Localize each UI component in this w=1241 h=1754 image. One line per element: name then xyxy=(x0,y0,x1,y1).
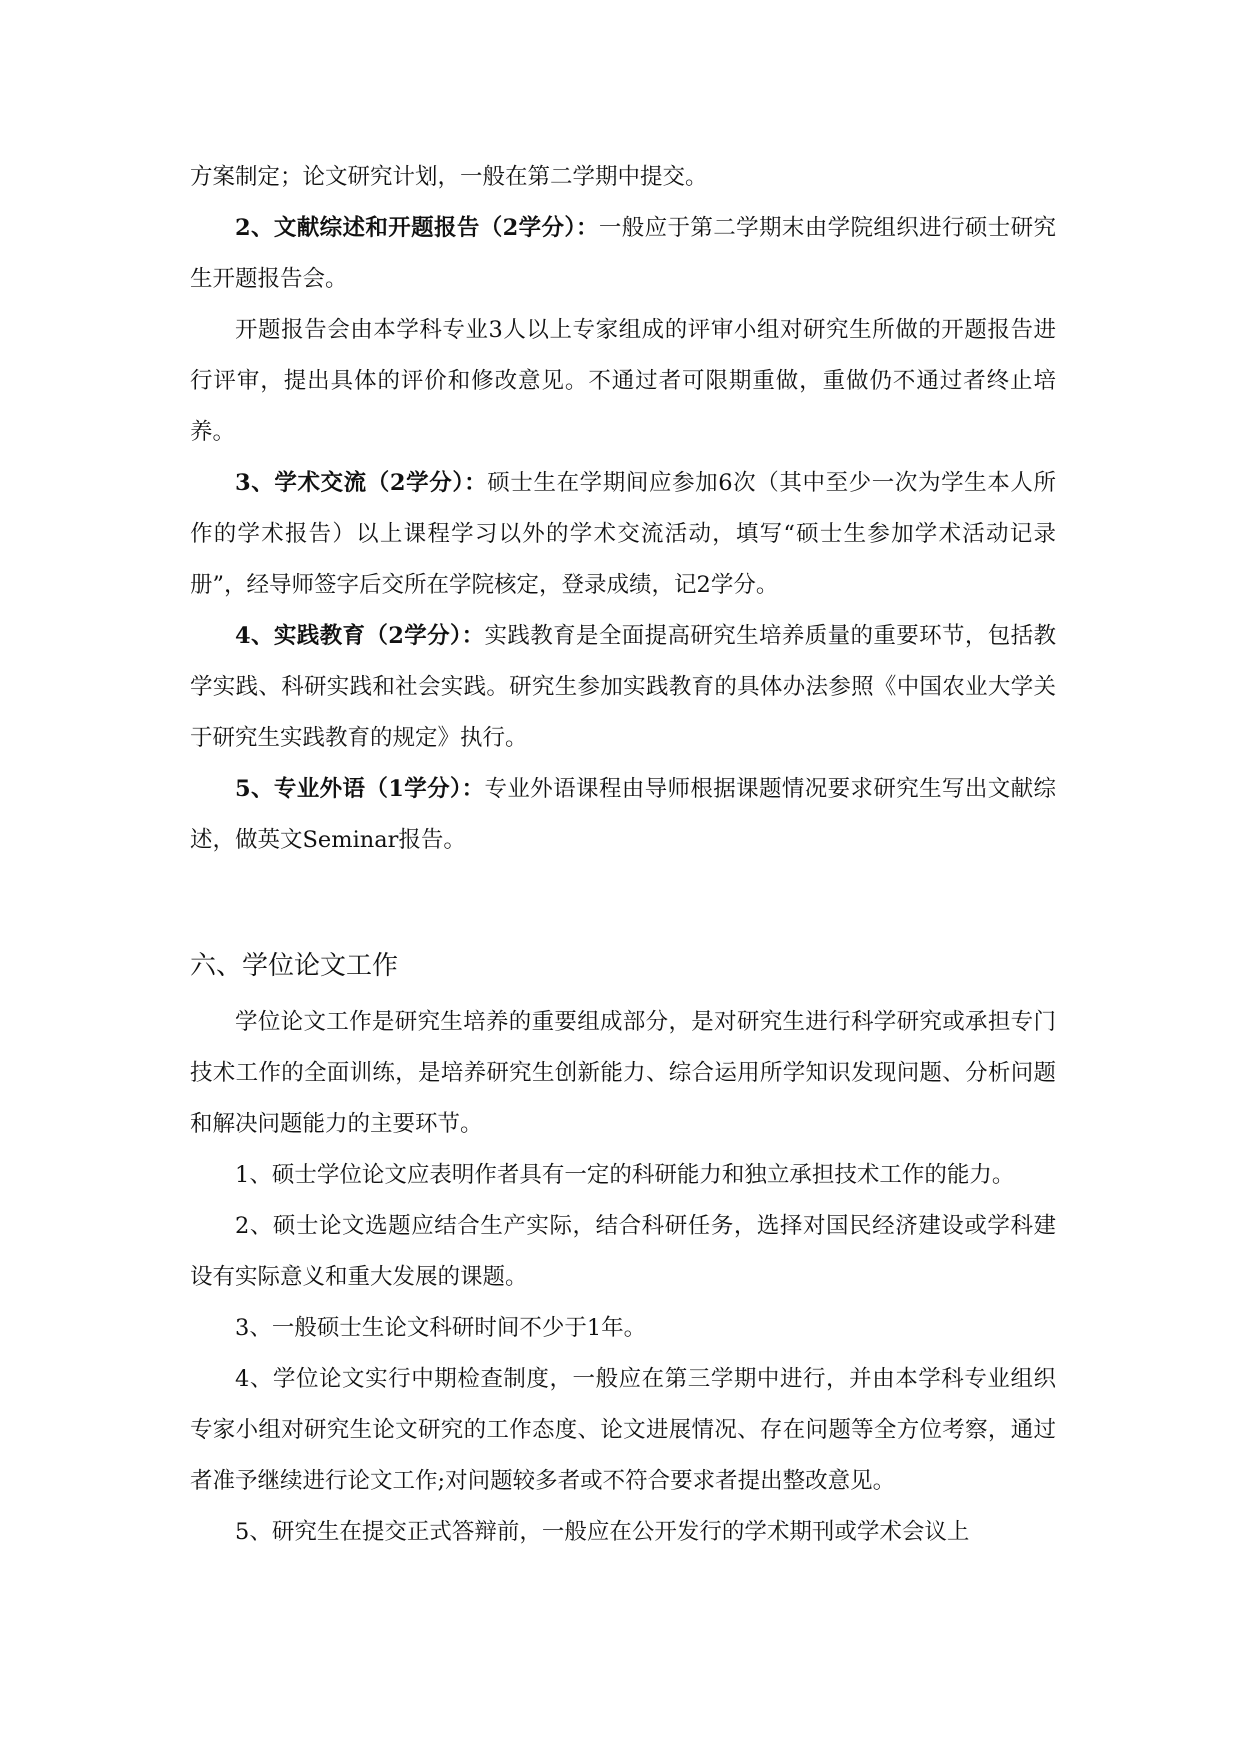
item-4-text: 实践教育是全面提高研究生培养质量的重要环节，包括教学实践、科研实践和社会实践。研究生参加实践教育的具体办法参照《中国农业大学关于研究生实践教育的规定》执行。 xyxy=(190,623,1056,751)
item-3-title: 3、学术交流（2学分）： xyxy=(235,470,488,496)
item-5-foreign-language xyxy=(190,764,1056,866)
item-2-title: 2、文献综述和开题报告（2学分）： xyxy=(235,215,599,241)
section-gap xyxy=(190,866,1056,935)
item-3-academic-exchange xyxy=(190,458,1056,611)
paragraph-intro-tail: 方案制定；论文研究计划，一般在第二学期中提交。 xyxy=(190,164,708,190)
section-6-heading: 六、学位论文工作 xyxy=(190,951,399,981)
section-6-item-1: 1、硕士学位论文应表明作者具有一定的科研能力和独立承担技术工作的能力。 xyxy=(235,1162,1015,1188)
item-4-title: 4、实践教育（2学分）： xyxy=(235,623,485,649)
item-3-text: 硕士生在学期间应参加6次（其中至少一次为学生本人所作的学术报告）以上课程学习以外的学术交流活动，填写“硕士生参加学术活动记录册”，经导师签字后交所在学院核定，登录成绩，记2学分。 xyxy=(190,470,1056,598)
section-6-item-4: 4、学位论文实行中期检查制度，一般应在第三学期中进行，并由本学科专业组织专家小组对研究生论文研究的工作态度、论文进展情况、存在问题等全方位考察，通过者准予继续进行论文工作;对问题较多者或不符合要求者提出整改意见。 xyxy=(190,1366,1056,1494)
section-6-item-2: 2、硕士论文选题应结合生产实际，结合科研任务，选择对国民经济建设或学科建设有实际意义和重大发展的课题。 xyxy=(190,1213,1056,1290)
paragraph-opening-review: 开题报告会由本学科专业3人以上专家组成的评审小组对研究生所做的开题报告进行评审，提出具体的评价和修改意见。不通过者可限期重做，重做仍不通过者终止培养。 xyxy=(190,317,1056,445)
item-2-opening-report xyxy=(190,203,1056,305)
item-5-text: 专业外语课程由导师根据课题情况要求研究生写出文献综述，做英文Seminar报告。 xyxy=(190,776,1056,853)
section-6-item-3: 3、一般硕士生论文科研时间不少于1年。 xyxy=(235,1315,647,1341)
item-5-title: 5、专业外语（1学分）： xyxy=(235,776,485,802)
section-6-intro: 学位论文工作是研究生培养的重要组成部分，是对研究生进行科学研究或承担专门技术工作的全面训练，是培养研究生创新能力、综合运用所学知识发现问题、分析问题和解决问题能力的主要环节。 xyxy=(190,1009,1056,1137)
item-4-practice-education xyxy=(190,611,1056,764)
item-2-text: 一般应于第二学期末由学院组织进行硕士研究生开题报告会。 xyxy=(190,215,1056,292)
section-6-item-5: 5、研究生在提交正式答辩前，一般应在公开发行的学术期刊或学术会议上 xyxy=(235,1519,970,1545)
document-body xyxy=(190,152,1056,1558)
